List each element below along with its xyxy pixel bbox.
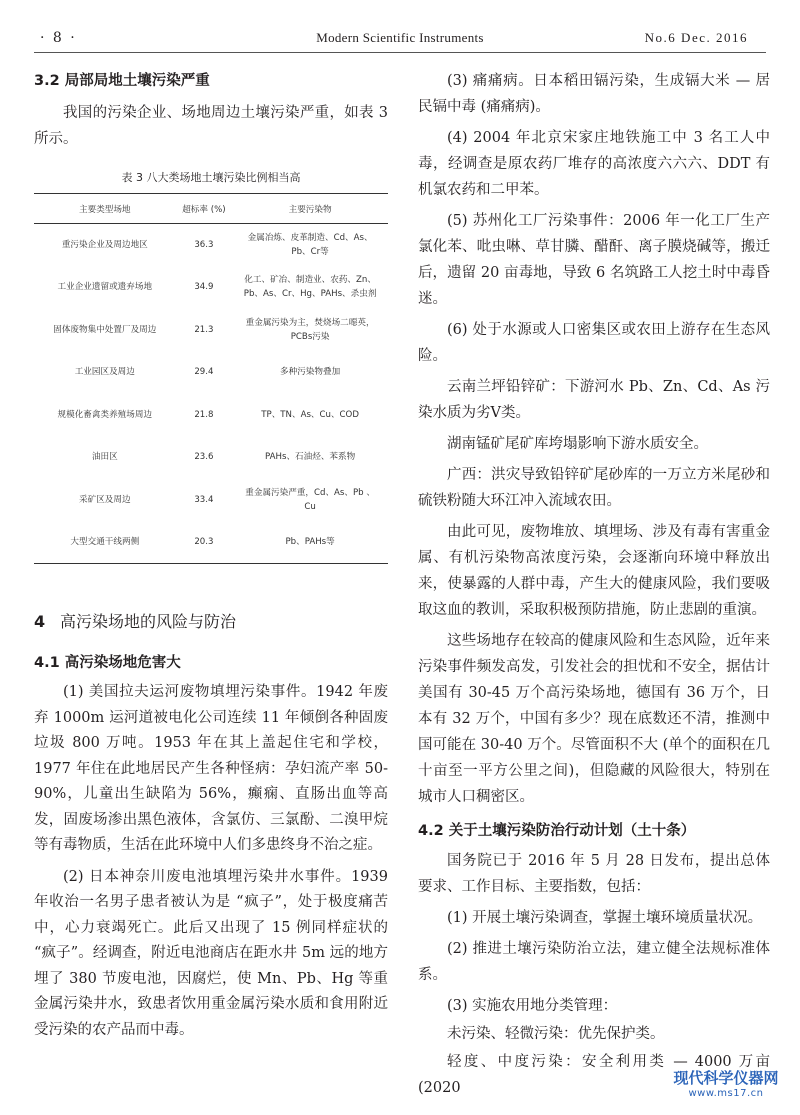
- table-cell-site: 规模化畜禽类养殖场周边: [57, 409, 153, 420]
- column-header-exceed-rate: 超标率 (%): [182, 204, 226, 215]
- table-cell-site: 油田区: [91, 452, 118, 463]
- pollution-table: [34, 193, 388, 564]
- table-row: [34, 521, 388, 564]
- issue-info: No.6 Dec. 2016: [644, 30, 748, 45]
- table-cell-site: 固体废物集中处置厂及周边: [53, 324, 157, 335]
- section-4-2-title: 4.2 关于土壤污染防治行动计划（土十条）: [418, 823, 696, 839]
- action-plan-intro: 国务院已于 2016 年 5 月 28 日发布，提出总体要求、工作目标、主要指数，包括：: [418, 853, 770, 895]
- risk-estimate-paragraph: 这些场地存在较高的健康风险和生态风险，近年来污染事件频发高发，引发社会的担忧和不安全，据估计美国有 30-45 万个高污染场地，德国有 36 万个，日本有 32 万个，中国有多少？现在底数还不清，推测中国可能在 30-40 万个。尽管面积不大 (单个的面积在几十亩至一平方公里之间)，但隐藏的风险很大，特别在城市人口稠密区。: [418, 633, 770, 805]
- table-cell-pollutants: Pb、PAHs等: [285, 537, 335, 547]
- table-cell-pollutants: TP、TN、As、Cu、COD: [261, 409, 359, 420]
- watermark-title: 现代科学仪器网: [673, 1069, 779, 1087]
- table-cell-site: 采矿区及周边: [79, 494, 131, 505]
- section-3-2-paragraph: 我国的污染企业、场地周边土壤污染严重，如表 3 所示。: [34, 105, 388, 147]
- page-number: · 8 ·: [40, 30, 77, 46]
- table-cell-rate: 34.9: [194, 282, 214, 293]
- case-1-paragraph: (1) 美国拉夫运河废物填埋污染事件。1942 年废弃 1000m 运河道被电化公司连续 11 年倾倒各种固废垃圾 800 万吨。1953 年在其上盖起住宅和学校，1977 年住在此地居民产生各种怪病：孕妇流产率 50-90%，儿童出生缺陷为 56%，癫痫、直肠出血等高发，固废场渗出黑色液体，含氯仿、三氯酚、二溴甲烷等有毒物质，生活在此环境中人们多患终身不治之症。: [34, 684, 388, 853]
- yunnan-paragraph: 云南兰坪铅锌矿：下游河水 Pb、Zn、Cd、As 污染水质为劣Ⅴ类。: [418, 379, 770, 421]
- column-header-pollutants: 主要污染物: [288, 204, 332, 215]
- table-cell-pollutants: 化工、矿冶、制造业、农药、Zn、Pb、As、Cr、Hg、PAHs、杀虫剂: [243, 275, 377, 300]
- header-rule: [34, 52, 766, 53]
- action-item-3: (3) 实施农用地分类管理：: [447, 998, 618, 1014]
- table-cell-rate: 36.3: [194, 240, 214, 250]
- category-mild-moderate: 轻度、中度污染：安全利用类 — 4000 万亩 (2020: [418, 1054, 770, 1096]
- table-row: [34, 394, 388, 437]
- table-cell-rate: 20.3: [194, 537, 214, 547]
- table-cell-rate: 29.4: [194, 367, 214, 378]
- table-cell-site: 大型交通干线两侧: [70, 537, 140, 547]
- table-row: [34, 479, 388, 522]
- section-4-heading: [34, 610, 388, 634]
- watermark-url: www.ms17.cn: [688, 1088, 764, 1099]
- table-cell-site: 工业园区及周边: [74, 367, 135, 378]
- case-4-paragraph: (4) 2004 年北京宋家庄地铁施工中 3 名工人中毒，经调查是原农药厂堆存的高浓度六六六、DDT 有机氯农药和二甲苯。: [418, 130, 770, 198]
- case-2-paragraph: (2) 日本神奈川废电池填埋污染井水事件。1939 年收治一名男子患者被认为是 “疯子”，处于极度痛苦中，心力衰竭死亡。此后又出现了 15 例同样症状的 “疯子”。经调查，附近电池商店在距水井 5m 远的地方埋了 380 节废电池，因腐烂，使 Mn、Pb、Hg 等重金属污染井水，致患者饮用重金属污染水质和食用附近受污染的农产品而中毒。: [34, 868, 388, 1038]
- table-header-row: [34, 194, 388, 224]
- section-4-title: 高污染场地的风险与防治: [60, 612, 237, 631]
- action-item-2: (2) 推进土壤污染防治立法，建立健全法规标准体系。: [418, 941, 770, 983]
- column-header-site-type: 主要类型场地: [79, 204, 131, 215]
- section-4-1-title: 4.1 高污染场地危害大: [34, 655, 181, 671]
- hunan-paragraph: 湖南锰矿尾矿库垮塌影响下游水质安全。: [447, 436, 708, 452]
- table-cell-pollutants: 多种污染物叠加: [280, 367, 341, 378]
- table-cell-pollutants: 重金属污染严重，Cd、As、Pb 、Cu: [245, 487, 375, 512]
- right-column: [418, 60, 770, 1101]
- left-column: [34, 60, 388, 1043]
- case-6-paragraph: (6) 处于水源或人口密集区或农田上游存在生态风险。: [418, 322, 770, 364]
- table-row: [34, 436, 388, 479]
- table-cell-pollutants: 金属冶炼、皮革制造、Cd、As、Pb、Cr等: [247, 233, 373, 257]
- table-cell-rate: 21.3: [194, 324, 214, 335]
- table-row: [34, 351, 388, 394]
- category-unpolluted: 未污染、轻微污染：优先保护类。: [447, 1026, 665, 1042]
- section-4-number: 4: [34, 612, 46, 631]
- action-item-1: (1) 开展土壤污染调查，掌握土壤环境质量状况。: [447, 910, 763, 926]
- table-cell-rate: 21.8: [194, 409, 214, 420]
- guangxi-paragraph: 广西：洪灾导致铅锌矿尾砂库的一万立方米尾砂和硫铁粉随大环江冲入流域农田。: [418, 467, 770, 509]
- table-cell-rate: 33.4: [194, 494, 214, 505]
- table-row: [34, 309, 388, 352]
- case-3-paragraph: (3) 痛痛病。日本稻田镉污染，生成镉大米 — 居民镉中毒 (痛痛病)。: [418, 73, 770, 115]
- table-cell-rate: 23.6: [194, 452, 214, 463]
- table-row: [34, 224, 388, 267]
- table-cell-site: 重污染企业及周边地区: [61, 240, 148, 250]
- table-row: [34, 266, 388, 309]
- case-5-paragraph: (5) 苏州化工厂污染事件：2006 年一化工厂生产氯化苯、吡虫啉、草甘膦、醋酐、离子膜烧碱等，搬迁后，遗留 20 亩毒地，导致 6 名筑路工人挖土时中毒昏迷。: [418, 213, 770, 307]
- running-header: [0, 24, 800, 54]
- summary-paragraph: 由此可见，废物堆放、填埋场、涉及有毒有害重金属、有机污染物高浓度污染，会逐渐向环境中释放出来，使暴露的人群中毒，产生大的健康风险，我们要吸取这血的教训，采取积极预防措施，防止悲剧的重演。: [418, 524, 770, 618]
- table-caption: 表 3 八大类场地土壤污染比例相当高: [121, 171, 301, 184]
- table-cell-pollutants: 重金属污染为主，焚烧场二噁英，PCBs污染: [245, 317, 375, 342]
- site-watermark: [666, 1067, 786, 1099]
- journal-title: Modern Scientific Instruments: [316, 30, 484, 45]
- table-cell-pollutants: PAHs、石油烃、苯系物: [265, 452, 356, 463]
- section-3-2-title: 3.2 局部局地土壤污染严重: [34, 73, 210, 89]
- table-cell-site: 工业企业遗留或遗弃场地: [57, 282, 153, 293]
